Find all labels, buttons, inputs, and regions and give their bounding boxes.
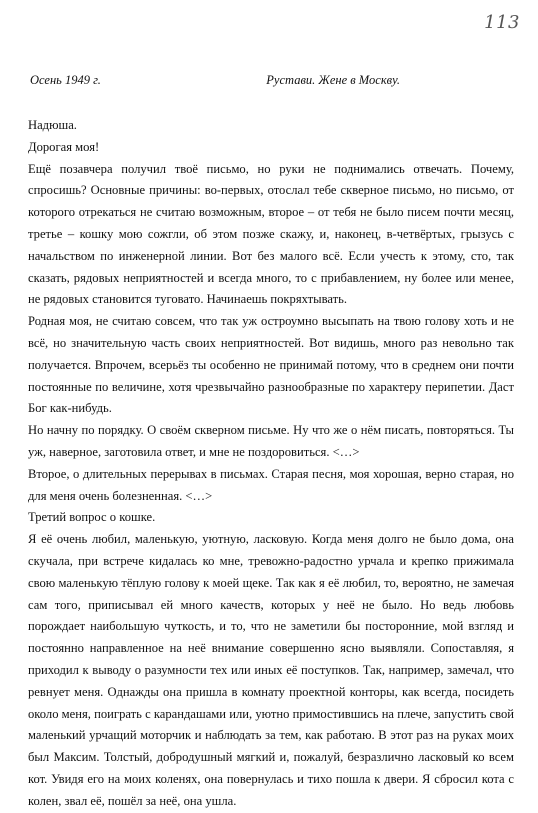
page-number: 113 xyxy=(484,12,520,33)
letter-body xyxy=(28,115,514,813)
greeting-line-1: Надюша. xyxy=(28,118,77,132)
greeting-line-2: Дорогая моя! xyxy=(28,139,100,154)
letter-date: Осень 1949 г. xyxy=(30,73,101,87)
paragraph: Третий вопрос о кошке. xyxy=(28,510,156,525)
paragraph: Я её очень любил, маленькую, уютную, ласковую. Когда меня долго не было дома, она скучала, при встрече кидалась ко мне, тревожно-радостно урчала и крепко прижимала свою маленькую тёплую голову к моей щеке. Так как я её любил, то, вероятно, не замечая сам того, приписывал ей много качеств, которых у неё не было. Но ведь любовь порождает наибольшую чуткость, и то, что не заметили бы посторонние, мой взгляд и постоянно направленное на неё внимание совершенно ясно выявляли. Сопоставляя, я приходил к выводу о разумности тех или иных её поступков. Так, например, замечал, что ревнует меня. Однажды она пришла в комнату проектной конторы, как всегда, посидеть около меня, поиграть с карандашами или, уютно примостившись на плече, запустить свой маленький урчащий моторчик и наблюдать за тем, как работаю. В этот раз на руках моих был Максим. Толстый, добродушный мягкий и, пожалуй, безразлично ласковый ко всем кот. Увидя его на моих коленях, она повернулась и тихо пошла к двери. Я сбросил кота с колен, звал её, пошёл за неё, она ушла. xyxy=(28,532,514,808)
paragraph: Ещё позавчера получил твоё письмо, но руки не поднимались отвечать. Почему, спросишь? Основные причины: во-первых, отослал тебе скверное письмо, но письмо, от которого отрекаться не считаю возможным, второе – от тебя не было писем почти месяц, третье – кошку мою сожгли, об этом позже скажу, и, наконец, в-четвёртых, грызусь с начальством по инженерной линии. Вот без малого всё. Если учесть к этому, сто, так сказать, рядовых неприятностей и всегда много, то с прибавлением, ну более или менее, не рядовых становится туговато. Начинаешь покряхтывать. xyxy=(28,161,514,307)
letter-header xyxy=(28,73,512,88)
paragraph: Но начну по порядку. О своём скверном письме. Ну что же о нём писать, повторяться. Ты уж, наверное, заготовила ответ, и мне не поздоровиться. <…> xyxy=(28,423,514,459)
paragraph: Родная моя, не считаю совсем, что так уж остроумно высыпать на твою голову хоть и не всё, но значительную часть своих неприятностей. Вот видишь, много раз невольно так получается. Впрочем, всерьёз ты особенно не принимай потому, что в среднем они почти постоянные по величине, хотя чрезвычайно разнообразные по характеру перипетии. Даст Бог как-нибудь. xyxy=(28,314,514,416)
letter-destination: Рустави. Жене в Москву. xyxy=(266,73,400,87)
paragraph: Второе, о длительных перерывах в письмах. Старая песня, моя хорошая, верно старая, но для меня очень болезненная. <…> xyxy=(28,466,514,503)
